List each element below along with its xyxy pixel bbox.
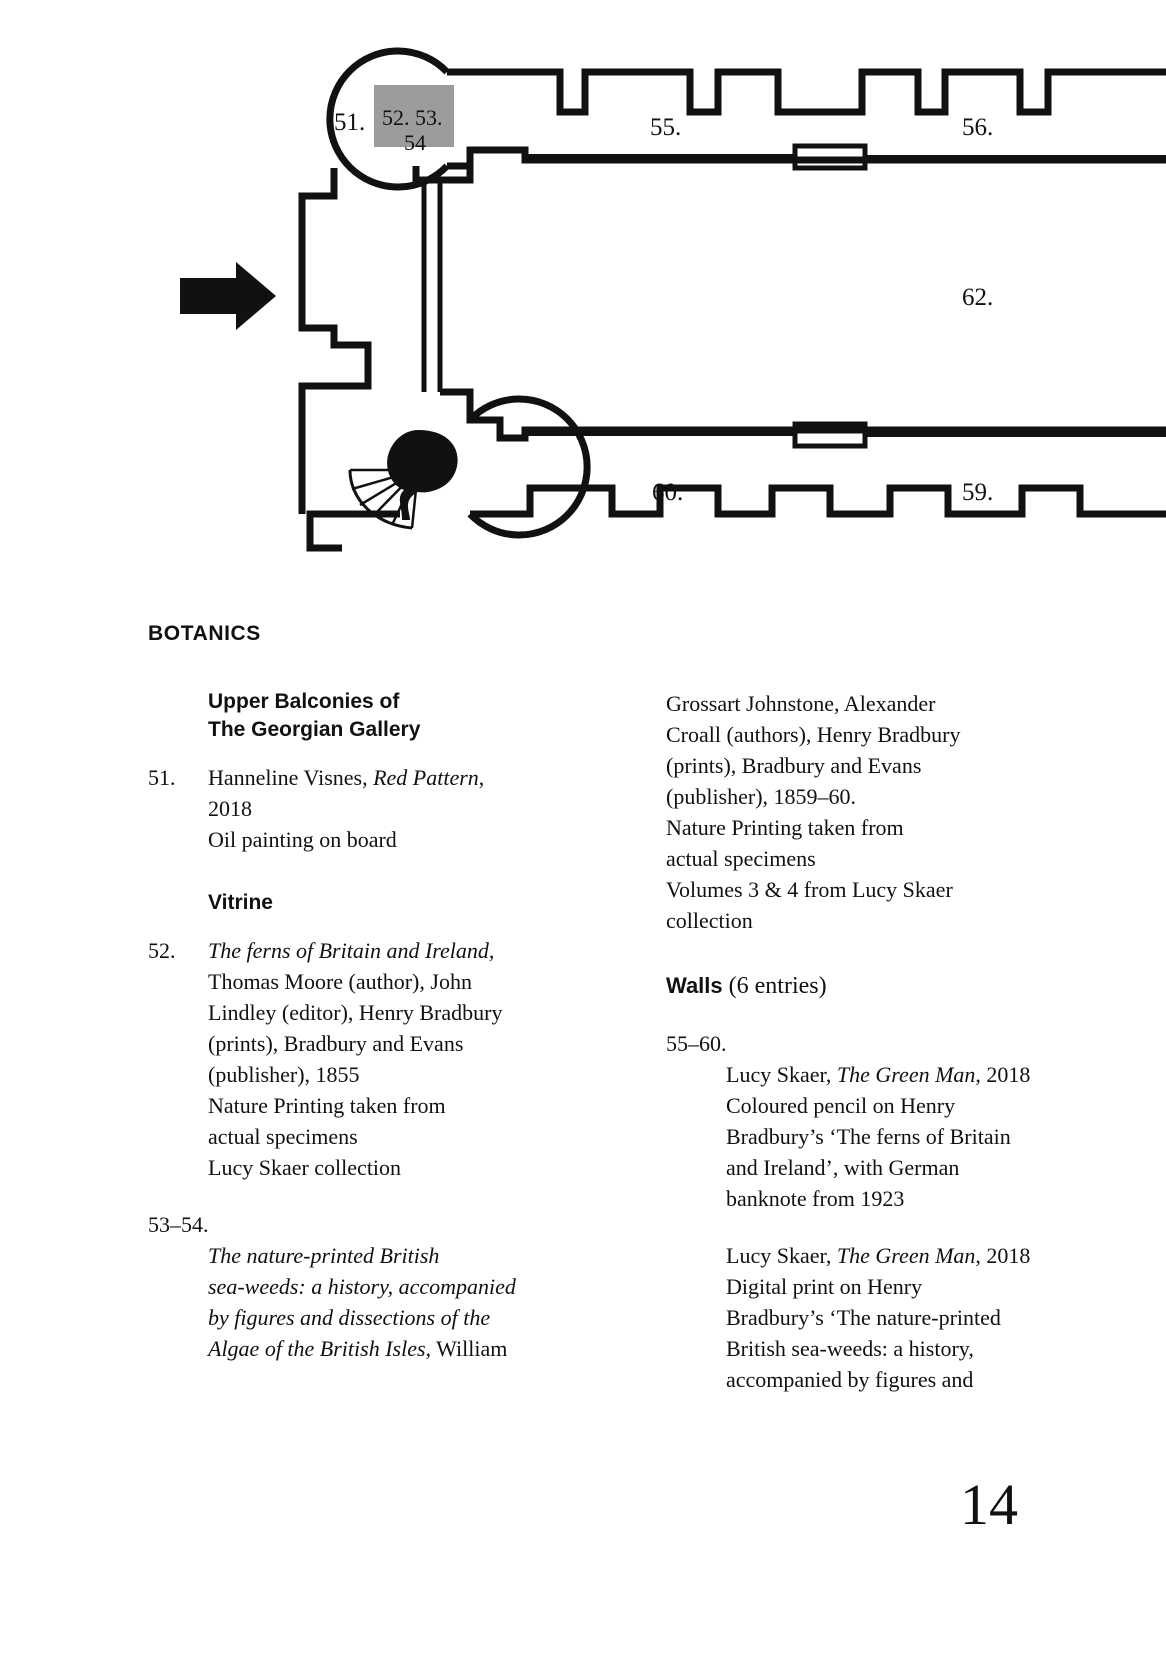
- continuation-line2: Croall (authors), Henry Bradbury: [666, 722, 961, 747]
- entry-52-line4: (prints), Bradbury and Evans: [208, 1031, 464, 1056]
- entry-number-53-54: 53–54.: [148, 1212, 209, 1237]
- section-heading: BOTANICS: [148, 622, 261, 645]
- continuation-line8: collection: [666, 908, 753, 933]
- entry-51-artist: Hanneline Visnes,: [208, 765, 374, 790]
- entry-53-54-title-line1: The nature-printed British: [208, 1243, 440, 1268]
- entry-body-green-man-digital: [726, 1240, 1066, 1395]
- entry-51-medium: Oil painting on board: [208, 827, 397, 852]
- entry-b-title: The Green Man: [836, 1243, 976, 1268]
- entry-53-54-title-line3: by figures and dissections of the: [208, 1305, 491, 1330]
- subheading-vitrine: Vitrine: [208, 891, 273, 914]
- entry-a-title: The Green Man: [836, 1062, 976, 1087]
- room-label-51: 51.: [334, 109, 366, 136]
- entry-53-54-title-line2: sea-weeds: a history, accompanied: [208, 1274, 516, 1299]
- entry-a-year: , 2018: [975, 1062, 1031, 1087]
- catalogue-entry-51: [148, 762, 568, 855]
- subheading-upper-balconies: [208, 688, 568, 744]
- entry-52-title: The ferns of Britain and Ireland: [208, 938, 489, 963]
- room-label-59: 59.: [962, 479, 994, 506]
- entry-body-53-54: [208, 1240, 568, 1364]
- entry-52-line7: actual specimens: [208, 1124, 358, 1149]
- continuation-line7: Volumes 3 & 4 from Lucy Skaer: [666, 877, 953, 902]
- entry-continuation-53-54: [666, 688, 1066, 936]
- room-label-62: 62.: [962, 284, 994, 311]
- subheading-line-1: Upper Balconies of: [208, 690, 400, 713]
- room-label-54: 54: [404, 130, 426, 155]
- entry-body-51: [208, 762, 568, 855]
- entry-52-line3: Lindley (editor), Henry Bradbury: [208, 1000, 503, 1025]
- catalogue-entry-53-54: [148, 1209, 568, 1364]
- entry-a-artist: Lucy Skaer,: [726, 1062, 837, 1087]
- continuation-line3: (prints), Bradbury and Evans: [666, 753, 922, 778]
- subheading-walls: [666, 970, 1066, 1002]
- entry-number-52: 52.: [148, 938, 176, 963]
- continuation-line4: (publisher), 1859–60.: [666, 784, 857, 809]
- entry-body-52: [208, 935, 568, 1183]
- entry-53-54-title-line4: Algae of the British Isles: [208, 1336, 426, 1361]
- subheading-line-2: The Georgian Gallery: [208, 718, 421, 741]
- entry-51-year: 2018: [208, 796, 252, 821]
- walls-label: Walls: [666, 973, 723, 998]
- entry-range-55-60: 55–60.: [666, 1031, 727, 1056]
- entry-52-line5: (publisher), 1855: [208, 1062, 360, 1087]
- entry-body-green-man-pencil: [726, 1059, 1066, 1214]
- catalogue-columns: [148, 688, 1031, 1428]
- entry-b-line4: British sea-weeds: a history,: [726, 1336, 974, 1361]
- left-column: [148, 688, 568, 1364]
- page-number: 14: [960, 1472, 1018, 1537]
- entry-a-line5: banknote from 1923: [726, 1186, 905, 1211]
- catalogue-entry-52: [148, 935, 568, 1183]
- right-column: [666, 688, 1066, 1395]
- entry-b-line5: accompanied by figures and: [726, 1367, 974, 1392]
- entry-b-year: , 2018: [975, 1243, 1031, 1268]
- entry-b-line3: Bradbury’s ‘The nature-printed: [726, 1305, 1001, 1330]
- entry-a-line3: Bradbury’s ‘The ferns of Britain: [726, 1124, 1011, 1149]
- entry-52-line2: Thomas Moore (author), John: [208, 969, 472, 994]
- continuation-line5: Nature Printing taken from: [666, 815, 904, 840]
- entry-51-title: Red Pattern: [373, 765, 479, 790]
- entrance-arrow-icon: [180, 262, 276, 330]
- continuation-line1: Grossart Johnstone, Alexander: [666, 691, 936, 716]
- entry-52-line8: Lucy Skaer collection: [208, 1155, 402, 1180]
- floor-plan-diagram: [0, 0, 1166, 600]
- entry-53-54-author-start: , William: [425, 1336, 508, 1361]
- room-label-56: 56.: [962, 114, 994, 141]
- entry-b-artist: Lucy Skaer,: [726, 1243, 837, 1268]
- entry-51-comma: ,: [478, 765, 485, 790]
- entry-a-line2: Coloured pencil on Henry: [726, 1093, 956, 1118]
- entry-a-line4: and Ireland’, with German: [726, 1155, 960, 1180]
- room-label-60: 60.: [652, 479, 684, 506]
- entry-52-comma: ,: [488, 938, 495, 963]
- walls-count: (6 entries): [728, 973, 827, 999]
- entry-number-51: 51.: [148, 765, 176, 790]
- entry-b-line2: Digital print on Henry: [726, 1274, 923, 1299]
- continuation-line6: actual specimens: [666, 846, 816, 871]
- room-label-55: 55.: [650, 114, 682, 141]
- entry-52-line6: Nature Printing taken from: [208, 1093, 446, 1118]
- room-label-52-53: 52. 53.: [382, 105, 443, 130]
